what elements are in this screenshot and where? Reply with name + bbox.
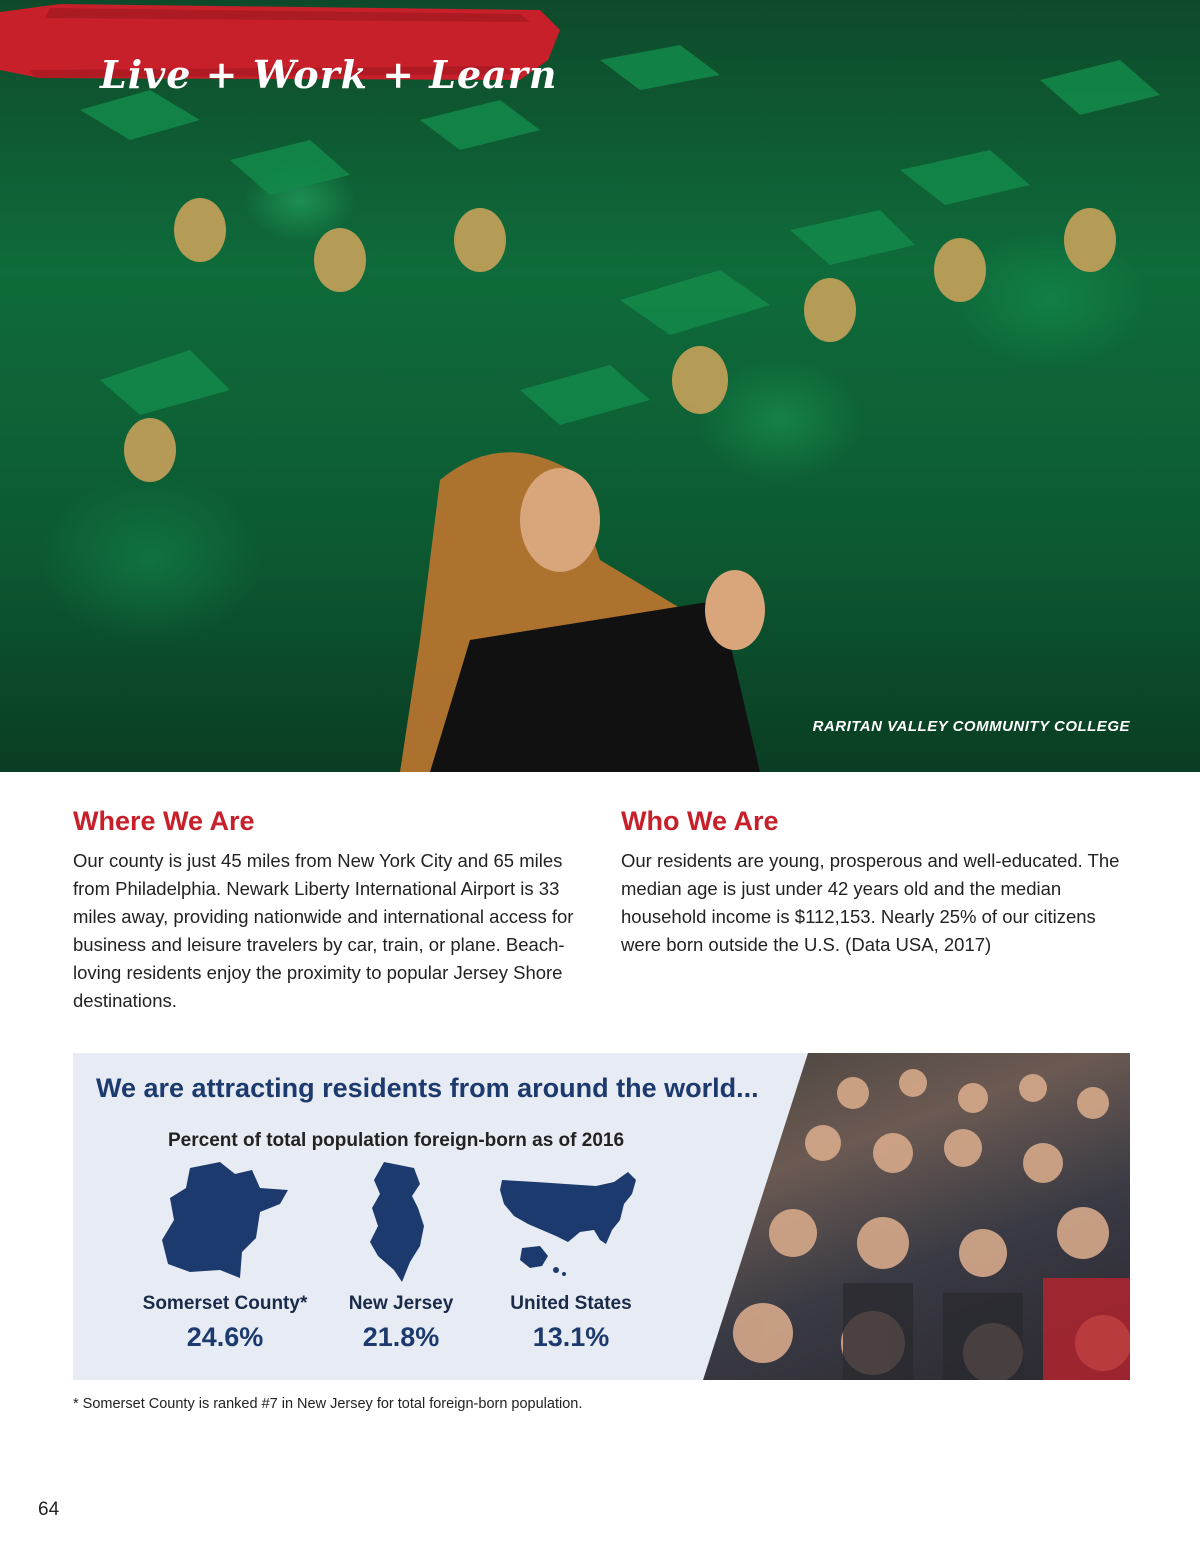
who-we-are-heading: Who We Are bbox=[621, 806, 779, 836]
where-we-are-body: Our county is just 45 miles from New York City and 65 miles from Philadelphia. Newark Liberty International Airport is 33 miles away, providing nationwide and international access for business and leisure travelers by car, train, or plane. Beach-loving residents enjoy the proximity to popular Jersey Shore destinations. bbox=[73, 850, 574, 1011]
stat-label-new-jersey: New Jersey bbox=[348, 1293, 454, 1314]
stat-value-somerset: 24.6% bbox=[186, 1322, 264, 1352]
stat-value-new-jersey: 21.8% bbox=[362, 1322, 440, 1352]
stat-somerset-map bbox=[130, 1160, 320, 1285]
united-states-map-icon bbox=[496, 1160, 646, 1285]
stat-united-states-map bbox=[476, 1160, 666, 1285]
where-we-are-heading: Where We Are bbox=[73, 806, 255, 836]
photo-credit: RARITAN VALLEY COMMUNITY COLLEGE bbox=[812, 718, 1130, 735]
banner-title: Live + Work + Learn bbox=[100, 52, 558, 97]
new-jersey-map-icon bbox=[366, 1160, 436, 1285]
who-we-are-body: Our residents are young, prosperous and well-educated. The median age is just under 42 years old and the median household income is $112,153. Nearly 25% of our citizens were born outside the U.S. (Data USA, 2017) bbox=[621, 850, 1120, 955]
infographic-heading: We are attracting residents from around the world... bbox=[96, 1073, 759, 1103]
who-we-are-section bbox=[621, 806, 1131, 959]
stat-label-somerset: Somerset County* bbox=[142, 1293, 308, 1314]
graduates-photo-illustration bbox=[0, 0, 1200, 772]
footnote: * Somerset County is ranked #7 in New Jersey for total foreign-born population. bbox=[73, 1396, 583, 1412]
infographic-subheading: Percent of total population foreign-born as of 2016 bbox=[168, 1130, 625, 1151]
page-number: 64 bbox=[38, 1499, 60, 1520]
where-we-are-section bbox=[73, 806, 583, 1015]
hero-photo bbox=[0, 0, 1200, 772]
stat-new-jersey-map bbox=[306, 1160, 496, 1285]
stat-label-united-states: United States bbox=[510, 1293, 632, 1314]
somerset-county-map-icon bbox=[160, 1160, 290, 1285]
stat-value-united-states: 13.1% bbox=[532, 1322, 610, 1352]
